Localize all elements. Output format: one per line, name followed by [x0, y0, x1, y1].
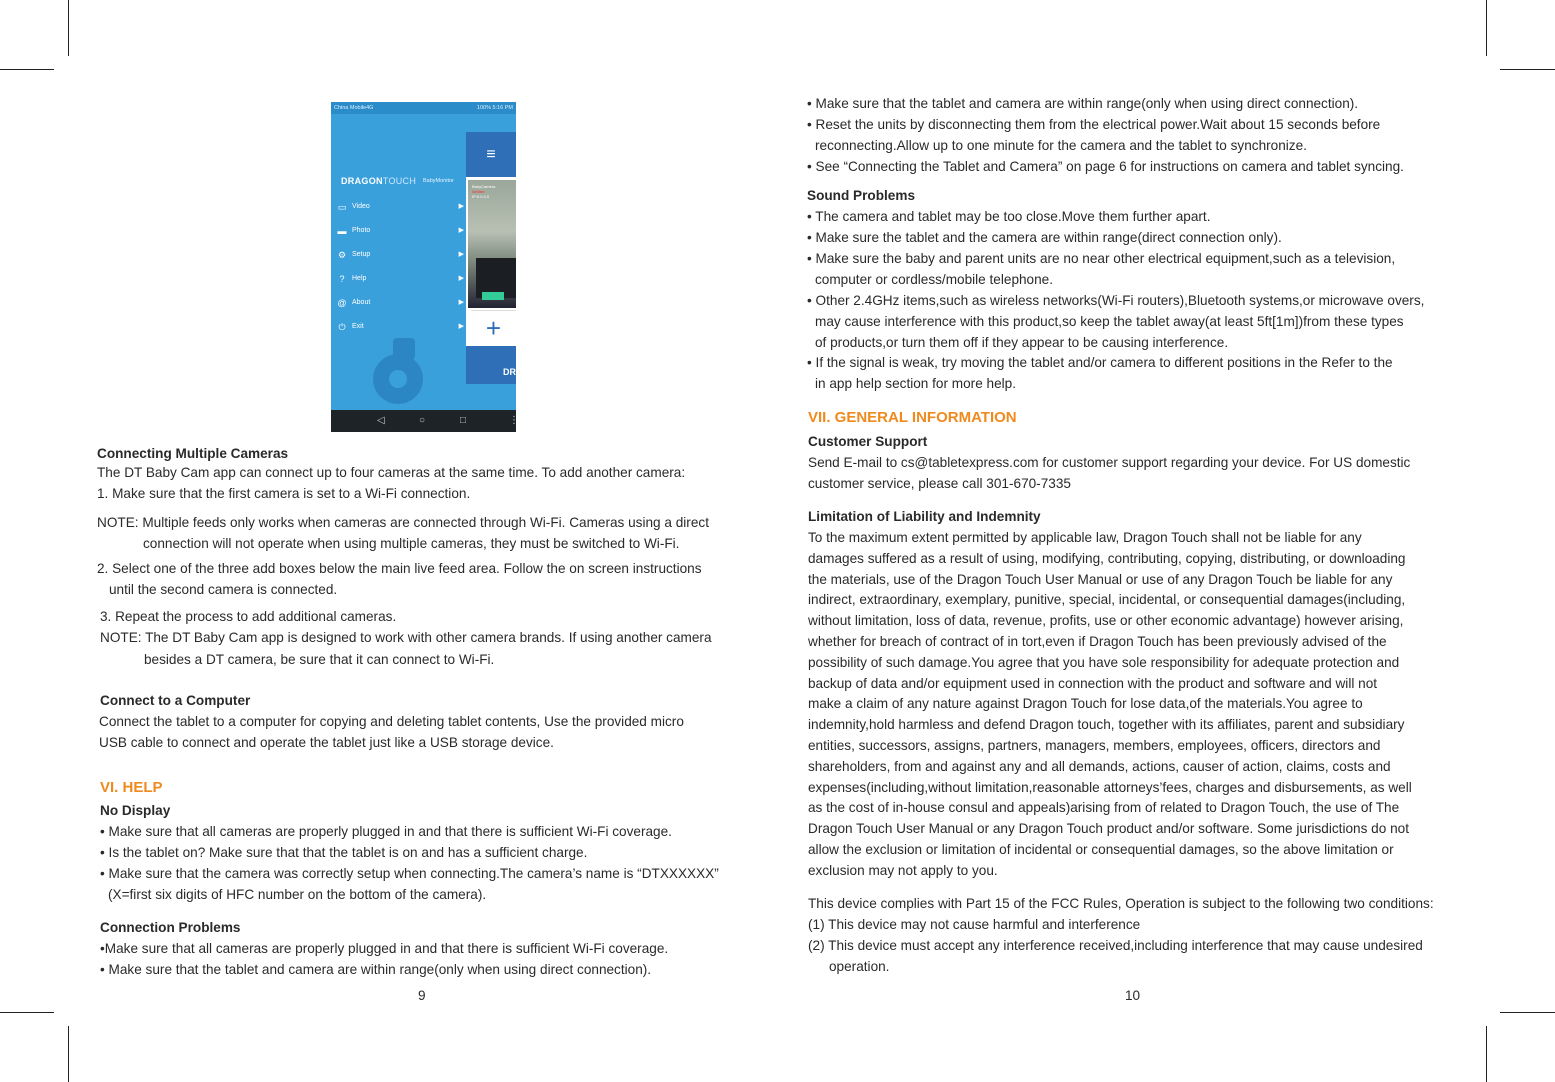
- live-feed[interactable]: [468, 180, 516, 308]
- app-logo: DRAGONTOUCH: [341, 176, 417, 186]
- paragraph: customer service, please call 301-670-7335: [808, 476, 1071, 491]
- section-title: Connect to a Computer: [100, 693, 251, 708]
- video-icon: ▭: [337, 202, 347, 212]
- android-nav-bar: [331, 410, 519, 432]
- paragraph: until the second camera is connected.: [109, 582, 338, 597]
- chevron-right-icon: ▶: [458, 299, 464, 306]
- app-screenshot: [331, 102, 519, 432]
- paragraph-line: backup of data and/or equipment used in connection with the product and software and will not: [808, 675, 1378, 691]
- paragraph: The DT Baby Cam app can connect up to four cameras at the same time. To add another camera:: [97, 465, 686, 480]
- list-item: of products,or turn them off if they appear to be causing interference.: [815, 335, 1229, 350]
- crop-mark: [0, 69, 54, 70]
- back-icon[interactable]: ◁: [377, 415, 385, 426]
- section-title: No Display: [100, 803, 171, 818]
- add-camera-button[interactable]: +: [471, 310, 516, 347]
- chevron-right-icon: ▶: [458, 275, 464, 282]
- list-item: reconnecting.Allow up to one minute for the camera and the tablet to synchronize.: [815, 138, 1307, 153]
- status-carrier: China Mobile4G: [334, 105, 374, 111]
- paragraph: (1) This device may not cause harmful and interference: [808, 917, 1141, 932]
- section-title: Customer Support: [808, 434, 928, 449]
- paragraph: This device complies with Part 15 of the FCC Rules, Operation is subject to the following two conditions:: [808, 896, 1434, 911]
- chevron-right-icon: ▶: [458, 251, 464, 258]
- list-item: • Make sure that all cameras are properly plugged in and that there is sufficient Wi-Fi coverage.: [100, 824, 672, 839]
- list-item: • Other 2.4GHz items,such as wireless networks(Wi-Fi routers),Bluetooth systems,or microwave overs,: [807, 293, 1425, 308]
- page-number: 9: [418, 988, 426, 1003]
- paragraph-line: indirect, extraordinary, exemplary, punitive, special, incidental, or consequential damages(including,: [808, 592, 1406, 608]
- paragraph: Connect the tablet to a computer for copying and deleting tablet contents, Use the provided micro: [99, 714, 684, 729]
- note: besides a DT camera, be sure that it can connect to Wi-Fi.: [144, 652, 495, 667]
- home-icon[interactable]: ○: [419, 415, 426, 426]
- paragraph-line: damages suffered as a result of using, modifying, contributing, copying, distributing, or downloading: [808, 550, 1406, 566]
- note: NOTE: The DT Baby Cam app is designed to work with other camera brands. If using another camera: [100, 630, 712, 645]
- note: NOTE: Multiple feeds only works when cameras are connected through Wi-Fi. Cameras using a direct: [97, 515, 709, 530]
- note: connection will not operate when using multiple cameras, they must be switched to Wi-Fi.: [143, 536, 680, 551]
- crop-mark: [1486, 0, 1487, 56]
- liability-paragraph: [808, 528, 1412, 882]
- list-item: may cause interference with this product,so keep the tablet away(at least 5ft[1m])from these types: [815, 314, 1404, 329]
- list-item: • The camera and tablet may be too close.Move them further apart.: [807, 209, 1211, 224]
- section-title: Connection Problems: [100, 920, 241, 935]
- list-item: • Make sure that the tablet and camera are within range(only when using direct connection).: [807, 96, 1359, 111]
- paragraph: 3. Repeat the process to add additional cameras.: [100, 609, 397, 624]
- chevron-right-icon: ▶: [458, 323, 464, 330]
- paragraph-line: whether for breach of contract of in tort,even if Dragon Touch has been previously advised of the: [808, 633, 1387, 649]
- brand-fragment: DR: [466, 346, 516, 384]
- list-item: • Make sure that the camera was correctly setup when connecting.The camera’s name is “DTXXXXXX”: [100, 866, 719, 881]
- crop-mark: [68, 0, 69, 56]
- section-title: Sound Problems: [807, 188, 916, 203]
- paragraph-line: shareholders, from and against any and all demands, actions, causer of action, claims, costs and: [808, 758, 1391, 774]
- photo-icon: ▬: [337, 226, 347, 236]
- list-item: • Is the tablet on? Make sure that that the tablet is on and has a sufficient charge.: [100, 845, 588, 860]
- page-number: 10: [1125, 988, 1141, 1003]
- help-icon: ?: [339, 274, 345, 284]
- status-bar: [331, 102, 516, 114]
- list-item: (X=first six digits of HFC number on the bottom of the camera).: [108, 887, 487, 902]
- list-item: •Make sure that all cameras are properly plugged in and that there is sufficient Wi-Fi coverage.: [100, 941, 669, 956]
- chapter-heading: VI. HELP: [100, 779, 163, 796]
- recent-apps-icon[interactable]: □: [460, 415, 467, 426]
- paragraph: USB cable to connect and operate the tablet just like a USB storage device.: [99, 735, 554, 750]
- chevron-right-icon: ▶: [458, 227, 464, 234]
- crop-mark: [0, 1012, 54, 1013]
- paragraph-line: To the maximum extent permitted by applicable law, Dragon Touch shall not be liable for any: [808, 530, 1362, 545]
- menu-item-help[interactable]: ? Help ▶: [336, 271, 464, 287]
- list-item: in app help section for more help.: [815, 376, 1017, 391]
- menu-item-setup[interactable]: ⚙ Setup ▶: [336, 247, 464, 263]
- list-item: • If the signal is weak, try moving the tablet and/or camera to different positions in the Refer to the: [807, 355, 1393, 370]
- paragraph-line: expenses(including,without limitation,reasonable attorneys’fees, charges and disbursements, as well: [808, 779, 1412, 795]
- crop-mark: [1500, 1012, 1555, 1013]
- list-item: • Make sure that the tablet and camera are within range(only when using direct connection).: [100, 962, 652, 977]
- menu-item-about[interactable]: @ About ▶: [336, 295, 464, 311]
- list-item: • Make sure the baby and parent units are no near other electrical equipment,such as a television,: [807, 251, 1396, 266]
- list-item: • Make sure the tablet and the camera are within range(direct connection only).: [807, 230, 1282, 245]
- crop-mark: [1500, 69, 1555, 70]
- feed-label: BabyCamera Online IP:0.0.0.0: [472, 184, 496, 199]
- paragraph-line: make a claim of any nature against Dragon Touch for lose data,of the materials.You agree to: [808, 696, 1363, 712]
- menu-item-exit[interactable]: ⏻ Exit ▶: [336, 319, 464, 335]
- chapter-heading: VII. GENERAL INFORMATION: [808, 409, 1017, 426]
- paragraph-line: the materials, use of the Dragon Touch User Manual or use of any Dragon Touch be liable for any: [808, 571, 1393, 587]
- paragraph-line: without limitation, loss of data, revenue, profits, use or other economic advantage) however arising,: [808, 613, 1404, 629]
- more-icon[interactable]: ⋮: [509, 415, 519, 426]
- mascot-ring-icon: [373, 354, 423, 404]
- chevron-right-icon: ▶: [458, 203, 464, 210]
- paragraph: operation.: [829, 959, 890, 974]
- power-icon: ⏻: [338, 322, 346, 332]
- paragraph: (2) This device must accept any interference received,including interference that may cause undesired: [808, 938, 1423, 953]
- paragraph-line: possibility of such damage.You agree that you have sole responsibility for adequate protection and: [808, 654, 1400, 670]
- paragraph: 1. Make sure that the first camera is set to a Wi-Fi connection.: [97, 486, 471, 501]
- status-battery-time: 100% 5:16 PM: [476, 105, 513, 111]
- crop-mark: [68, 1026, 69, 1082]
- section-title: Connecting Multiple Cameras: [97, 446, 289, 461]
- app-logo-subtitle: BabyMonitor: [423, 178, 454, 184]
- menu-item-photo[interactable]: ▬ Photo ▶: [336, 223, 464, 239]
- paragraph: 2. Select one of the three add boxes below the main live feed area. Follow the on screen instructions: [97, 561, 702, 576]
- paragraph-line: as the cost of in-house consul and appeals)arising from of related to Dragon Touch, the use of The: [808, 800, 1400, 816]
- paragraph-line: Dragon Touch User Manual or any Dragon Touch product and/or software. Some jurisdictions do not: [808, 821, 1409, 837]
- list-item: • Reset the units by disconnecting them from the electrical power.Wait about 15 seconds before: [807, 117, 1381, 132]
- section-title: Limitation of Liability and Indemnity: [808, 509, 1041, 524]
- list-item: • See “Connecting the Tablet and Camera” on page 6 for instructions on camera and tablet syncing.: [807, 159, 1404, 174]
- paragraph: Send E-mail to cs@tabletexpress.com for customer support regarding your device. For US domestic: [808, 455, 1411, 470]
- paragraph-line: allow the exclusion or limitation of incidental or consequential damages, so the above limitation or: [808, 841, 1394, 857]
- paragraph-line: entities, successors, assigns, partners, managers, members, employees, officers, directors and: [808, 737, 1381, 753]
- list-item: computer or cordless/mobile telephone.: [815, 272, 1054, 287]
- paragraph-line: indemnity,hold harmless and defend Dragon touch, together with its affiliates, parent and subsidiary: [808, 717, 1405, 733]
- hamburger-menu-icon[interactable]: ≡: [466, 132, 516, 177]
- paragraph-line: exclusion may not apply to you.: [808, 862, 998, 878]
- menu-item-video[interactable]: ▭ Video ▶: [336, 199, 464, 215]
- at-icon: @: [337, 298, 347, 308]
- gear-icon: ⚙: [337, 250, 347, 260]
- crop-mark: [1486, 1026, 1487, 1082]
